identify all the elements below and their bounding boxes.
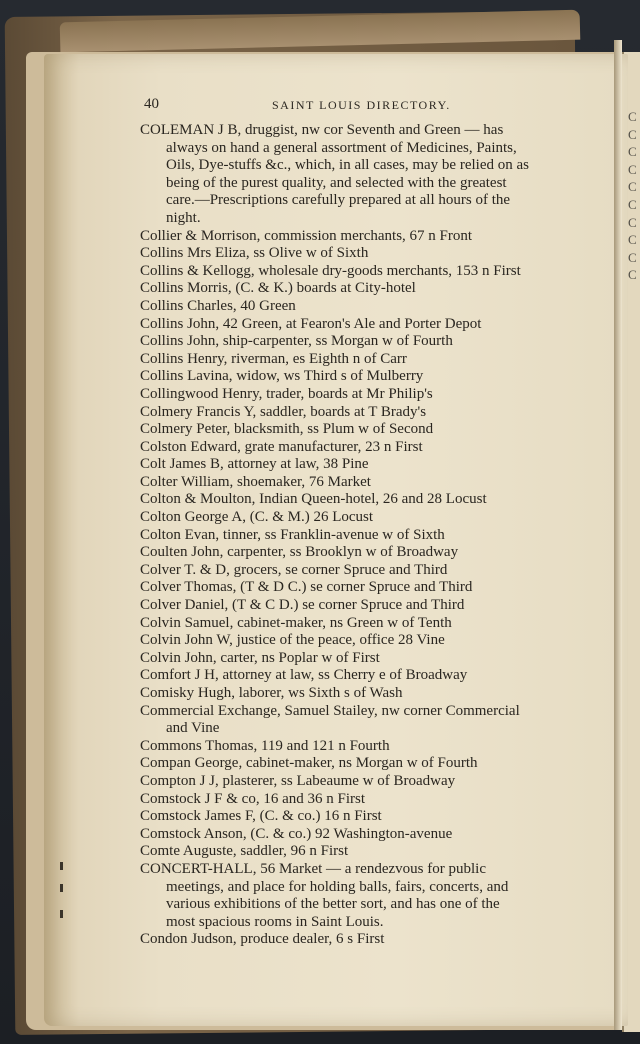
directory-entry-colmery-francis xyxy=(140,404,602,422)
entry-line: Colton & Moulton, Indian Queen-hotel, 26 and 28 Locust xyxy=(140,491,487,508)
entry-line: CONCERT-HALL, 56 Market — a rendezvous for public xyxy=(140,860,486,877)
directory-entry-collier-morrison xyxy=(140,228,602,246)
entry-line: Colmery Francis Y, saddler, boards at T Brady's xyxy=(140,403,427,420)
entry-line: Commercial Exchange, Samuel Stailey, nw corner Commercial xyxy=(140,702,520,719)
directory-entry-comfort-j-h xyxy=(140,667,602,685)
directory-entry-colt-james xyxy=(140,456,602,474)
entry-line: Colvin Samuel, cabinet-maker, ns Green w of Tenth xyxy=(140,614,452,631)
entry-line: Colver Thomas, (T & D C.) se corner Spruce and Third xyxy=(140,579,473,596)
directory-entries xyxy=(140,122,602,949)
directory-entry-colston-edward xyxy=(140,439,602,457)
entry-line: and Vine xyxy=(166,720,220,737)
entry-line: Compton J J, plasterer, ss Labeaume w of Broadway xyxy=(140,772,456,789)
entry-line: Comstock Anson, (C. & co.) 92 Washington-avenue xyxy=(140,825,453,842)
entry-line: meetings, and place for holding balls, fairs, concerts, and xyxy=(166,878,509,895)
entry-line: Collins Lavina, widow, ws Third s of Mulberry xyxy=(140,368,424,385)
margin-mark xyxy=(60,884,63,892)
entry-line: Condon Judson, produce dealer, 6 s First xyxy=(140,931,385,948)
directory-entry-commons-thomas xyxy=(140,738,602,756)
entry-line: Comstock James F, (C. & co.) 16 n First xyxy=(140,808,382,825)
page-header xyxy=(144,96,584,116)
directory-entry-colter-william xyxy=(140,474,602,492)
adjacent-letter: C xyxy=(628,179,637,195)
directory-entry-collingwood-henry xyxy=(140,386,602,404)
entry-line: Colton Evan, tinner, ss Franklin-avenue w of Sixth xyxy=(140,526,445,543)
page-fold-shadow xyxy=(614,40,622,1030)
entry-line: Oils, Dye-stuffs &c., which, in all cases, may be relied on as xyxy=(166,157,529,174)
directory-entry-collins-charles xyxy=(140,298,602,316)
entry-line: Colton George A, (C. & M.) 26 Locust xyxy=(140,509,374,526)
entry-line: various exhibitions of the better sort, and has one of the xyxy=(166,896,500,913)
directory-entry-condon-judson xyxy=(140,931,602,949)
entry-line: Compan George, cabinet-maker, ns Morgan w of Fourth xyxy=(140,755,478,772)
entry-line: Comisky Hugh, laborer, ws Sixth s of Wash xyxy=(140,685,403,701)
directory-entry-collins-john-ship xyxy=(140,333,602,351)
directory-entry-collins-lavina xyxy=(140,368,602,386)
directory-entry-compan-george xyxy=(140,755,602,773)
adjacent-page-letters xyxy=(628,108,640,284)
entry-line: Colt James B, attorney at law, 38 Pine xyxy=(140,456,369,473)
entry-line: Colvin John, carter, ns Poplar w of First xyxy=(140,649,380,666)
entry-line: night. xyxy=(166,209,201,226)
entry-line: Colmery Peter, blacksmith, ss Plum w of Second xyxy=(140,421,434,438)
directory-entry-colmery-peter xyxy=(140,421,602,439)
entry-line: Collier & Morrison, commission merchants, 67 n Front xyxy=(140,227,473,244)
directory-entry-collins-kellogg xyxy=(140,263,602,281)
directory-entry-colver-daniel xyxy=(140,597,602,615)
directory-entry-compton-j-j xyxy=(140,773,602,791)
directory-entry-comisky-hugh xyxy=(140,685,602,703)
entry-line: always on hand a general assortment of Medicines, Paints, xyxy=(166,139,517,156)
adjacent-letter: C xyxy=(628,196,637,212)
directory-entry-commercial-exchange xyxy=(140,703,602,738)
entry-line: Coulten John, carpenter, ss Brooklyn w of Broadway xyxy=(140,544,459,561)
directory-entry-colver-t-d xyxy=(140,562,602,580)
entry-line: COLEMAN J B, druggist, nw cor Seventh and Green — has xyxy=(140,122,504,138)
adjacent-letter: C xyxy=(628,267,637,283)
adjacent-letter: C xyxy=(628,232,637,248)
page-number: 40 xyxy=(144,96,159,112)
entry-line: Colter William, shoemaker, 76 Market xyxy=(140,473,371,490)
entry-line: care.—Prescriptions carefully prepared at all hours of the xyxy=(166,192,511,209)
directory-entry-concert-hall xyxy=(140,861,602,931)
entry-line: Colvin John W, justice of the peace, office 28 Vine xyxy=(140,632,445,649)
directory-entry-colton-george xyxy=(140,509,602,527)
entry-line: Comfort J H, attorney at law, ss Cherry e of Broadway xyxy=(140,667,468,684)
directory-entry-colton-moulton xyxy=(140,491,602,509)
directory-entry-comstock-james xyxy=(140,808,602,826)
entry-line: most spacious rooms in Saint Louis. xyxy=(166,913,384,930)
entry-line: Colver T. & D, grocers, se corner Spruce and Third xyxy=(140,561,448,578)
entry-line: Collins John, ship-carpenter, ss Morgan w of Fourth xyxy=(140,333,453,350)
entry-line: Collins & Kellogg, wholesale dry-goods merchants, 153 n First xyxy=(140,262,521,279)
directory-entry-colton-evan xyxy=(140,527,602,545)
directory-entry-colvin-john xyxy=(140,650,602,668)
adjacent-letter: C xyxy=(628,214,637,230)
directory-entry-comte-auguste xyxy=(140,843,602,861)
entry-line: Colston Edward, grate manufacturer, 23 n First xyxy=(140,438,423,455)
margin-mark xyxy=(60,910,63,918)
entry-line: being of the purest quality, and selected with the greatest xyxy=(166,174,507,191)
directory-entry-collins-morris xyxy=(140,280,602,298)
margin-mark xyxy=(60,862,63,870)
adjacent-letter: C xyxy=(628,109,637,124)
directory-entry-coulten-john xyxy=(140,544,602,562)
directory-entry-collins-john-green xyxy=(140,316,602,334)
adjacent-letter: C xyxy=(628,161,637,177)
directory-entry-coleman xyxy=(140,122,602,228)
entry-line: Collins Mrs Eliza, ss Olive w of Sixth xyxy=(140,245,369,262)
directory-entry-colver-thomas xyxy=(140,579,602,597)
entry-line: Comte Auguste, saddler, 96 n First xyxy=(140,843,349,860)
adjacent-letter: C xyxy=(628,249,637,265)
entry-line: Collins Morris, (C. & K.) boards at City-hotel xyxy=(140,280,416,297)
entry-line: Colver Daniel, (T & C D.) se corner Spruce and Third xyxy=(140,597,465,614)
entry-line: Collingwood Henry, trader, boards at Mr Philip's xyxy=(140,385,433,402)
directory-entry-colvin-samuel xyxy=(140,615,602,633)
running-title: SAINT LOUIS DIRECTORY. xyxy=(272,98,451,112)
entry-line: Commons Thomas, 119 and 121 n Fourth xyxy=(140,737,390,754)
adjacent-letter: C xyxy=(628,144,637,160)
directory-entry-colvin-john-w xyxy=(140,632,602,650)
directory-entry-comstock-j-f xyxy=(140,791,602,809)
entry-line: Collins Henry, riverman, es Eighth n of Carr xyxy=(140,350,407,367)
entry-line: Collins Charles, 40 Green xyxy=(140,297,296,314)
entry-line: Comstock J F & co, 16 and 36 n First xyxy=(140,790,366,807)
directory-entry-collins-henry xyxy=(140,351,602,369)
adjacent-letter: C xyxy=(628,126,637,142)
entry-line: Collins John, 42 Green, at Fearon's Ale and Porter Depot xyxy=(140,315,482,332)
directory-entry-collins-mrs-eliza xyxy=(140,245,602,263)
directory-entry-comstock-anson xyxy=(140,826,602,844)
